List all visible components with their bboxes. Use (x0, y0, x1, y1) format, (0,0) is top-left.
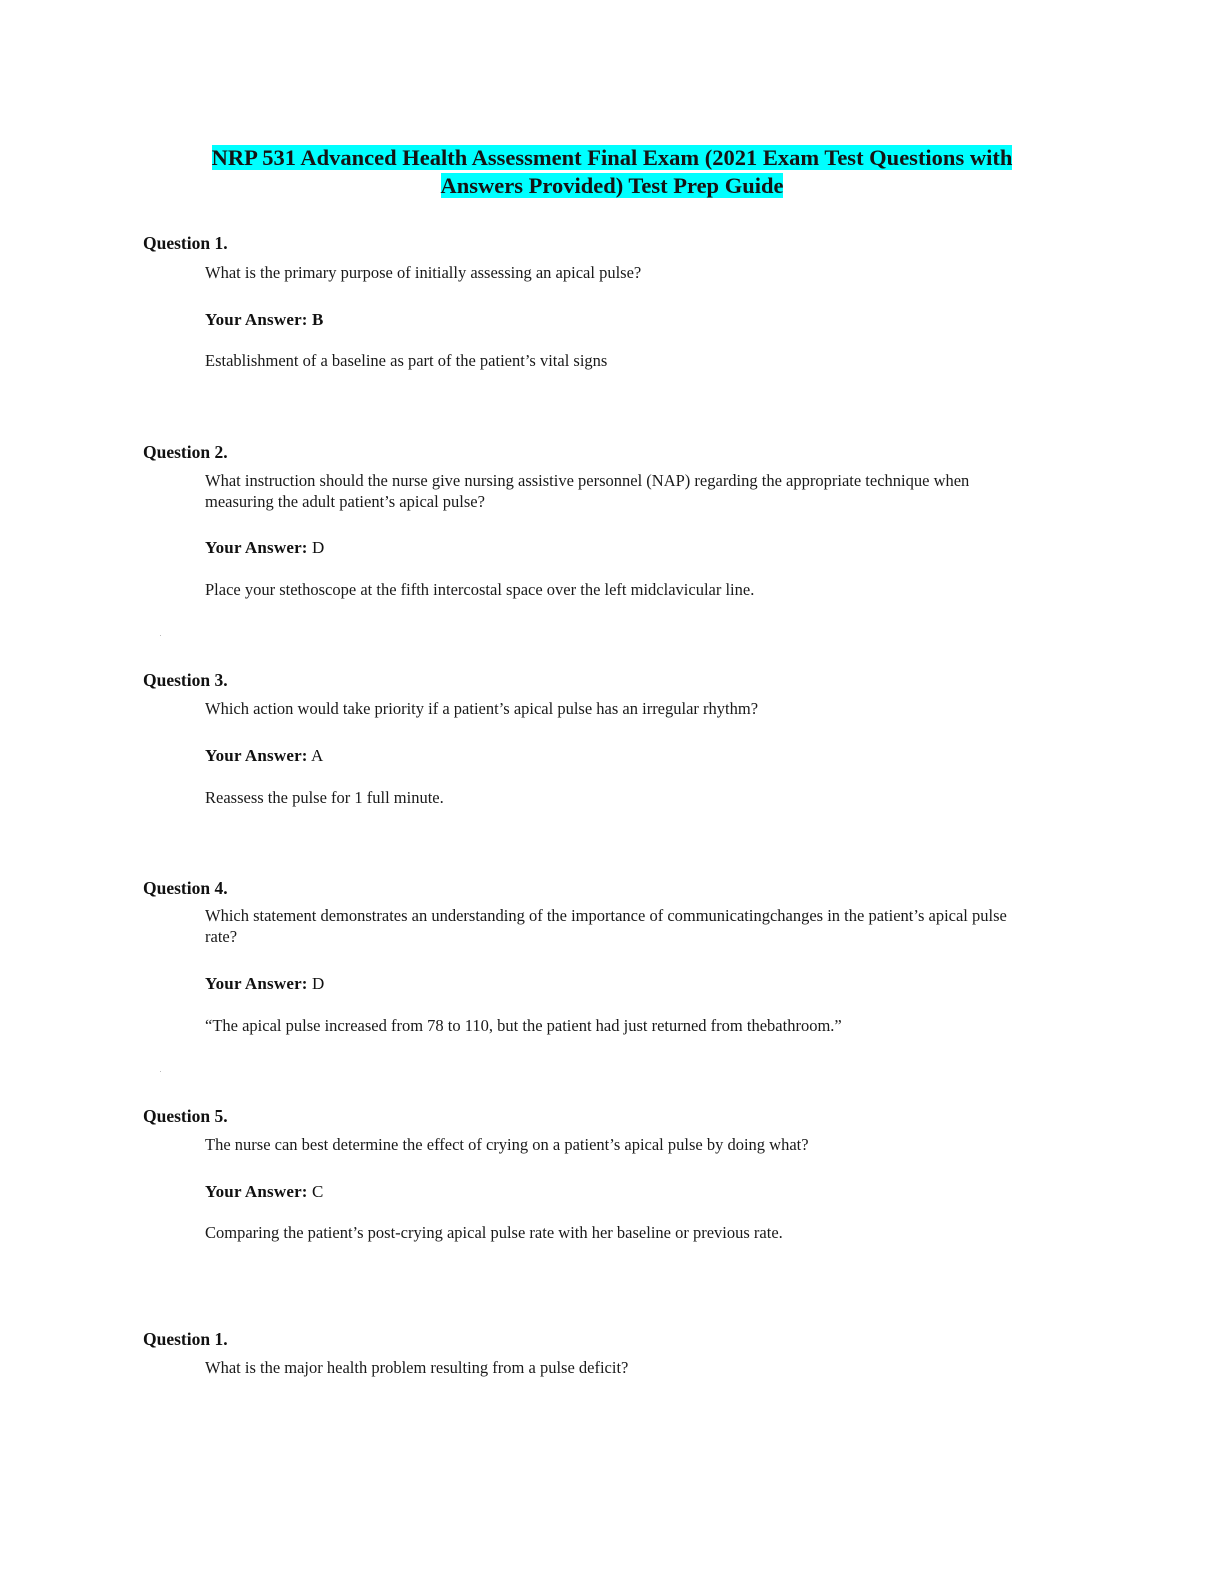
question-5-label: Question 5. (143, 1106, 228, 1126)
document-title (0, 144, 1224, 200)
question-6-text: What is the major health problem resulting from a pulse deficit? (205, 1358, 629, 1377)
answer-label: Your Answer: (205, 538, 308, 557)
question-1-answer-text: Establishment of a baseline as part of the patient’s vital signs (205, 351, 608, 370)
answer-letter: D (311, 974, 325, 993)
answer-letter: C (311, 1182, 324, 1201)
question-5-answer-text: Comparing the patient’s post-crying apical pulse rate with her baseline or previous rate. (205, 1223, 783, 1242)
question-1-text: What is the primary purpose of initially assessing an apical pulse? (205, 263, 642, 282)
question-3-answer (205, 746, 323, 766)
question-4-text: Which statement demonstrates an understanding of the importance of communicatingchanges in the patient’s apical pulse rate? (205, 906, 1007, 946)
question-2-answer (205, 538, 324, 558)
answer-label: Your Answer: (205, 974, 308, 993)
question-1-label: Question 1. (143, 233, 228, 253)
question-4-label: Question 4. (143, 878, 228, 898)
question-2-text: What instruction should the nurse give nursing assistive personnel (NAP) regarding the appropriate technique when measuring the adult patient’s apical pulse? (205, 471, 970, 511)
answer-label: Your Answer: (205, 310, 308, 329)
answer-label: Your Answer: (205, 746, 308, 765)
question-4-answer (205, 974, 324, 994)
question-5-answer (205, 1182, 323, 1202)
stray-mark (160, 635, 161, 636)
title-line-1: NRP 531 Advanced Health Assessment Final Exam (2021 Exam Test Questions with (211, 145, 1013, 170)
question-2-answer-text: Place your stethoscope at the fifth intercostal space over the left midclavicular line. (205, 580, 755, 599)
question-3-label: Question 3. (143, 670, 228, 690)
answer-label: Your Answer: (205, 1182, 308, 1201)
question-1-answer (205, 310, 323, 330)
answer-letter: A (311, 746, 324, 765)
question-3-text: Which action would take priority if a patient’s apical pulse has an irregular rhythm? (205, 699, 759, 718)
question-6-label: Question 1. (143, 1329, 228, 1349)
question-4-answer-text: “The apical pulse increased from 78 to 110, but the patient had just returned from thebathroom.” (205, 1016, 842, 1035)
question-5-text: The nurse can best determine the effect of crying on a patient’s apical pulse by doing what? (205, 1135, 809, 1154)
answer-letter: D (311, 538, 325, 557)
stray-mark (160, 1071, 161, 1072)
answer-letter: B (311, 310, 324, 329)
title-line-2: Answers Provided) Test Prep Guide (440, 173, 784, 198)
question-2-label: Question 2. (143, 442, 228, 462)
question-3-answer-text: Reassess the pulse for 1 full minute. (205, 788, 444, 807)
